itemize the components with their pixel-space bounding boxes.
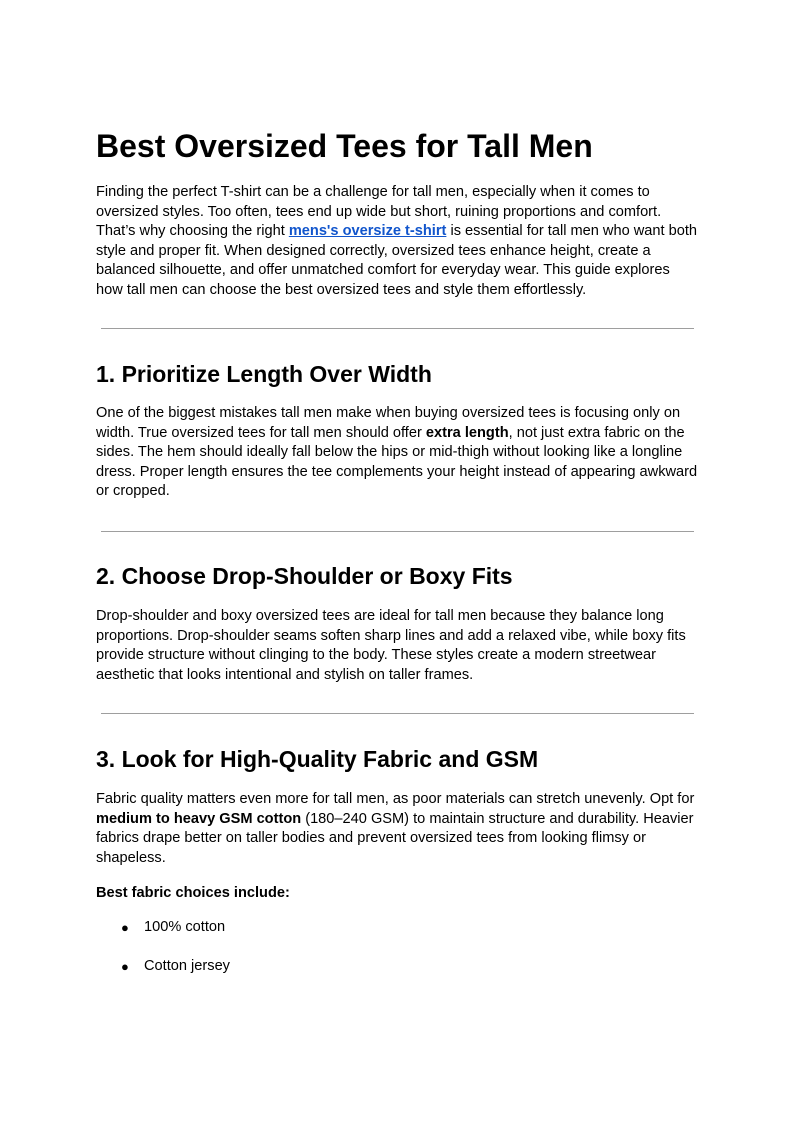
section-3-paragraph: Fabric quality matters even more for tall men, as poor materials can stretch unevenly. Opt for medium to heavy GSM cotton (180–240 GSM) to maintain structure and durability. Heavier fabrics drape better on taller bodies and prevent oversized tees from looking flimsy or shapeless. [96,791,695,866]
mens-oversize-tshirt-link[interactable]: mens's oversize t-shirt [288,223,447,240]
bullet-icon: ● [121,959,129,974]
fabric-list-heading: Best fabric choices include: [96,885,290,901]
page-title: Best Oversized Tees for Tall Men [96,128,593,164]
intro-text-before: Finding the perfect T-shirt can be a challenge for tall men, especially when it comes to oversized styles. Too often, tees end up wide but short, ruining proportions and comfort. That’s why choosing the right [96,184,662,240]
bullet-icon: ● [121,920,129,935]
section-1-heading: 1. Prioritize Length Over Width [96,361,432,387]
section-2-paragraph: Drop-shoulder and boxy oversized tees are ideal for tall men because they balance long proportions. Drop-shoulder seams soften sharp lines and add a relaxed vibe, while boxy fits provide structure without clinging to the body. These styles create a modern streetwear aesthetic that looks intentional and stylish on taller frames. [96,608,686,683]
extra-length-emphasis: extra length [425,424,509,441]
section-2-heading: 2. Choose Drop-Shoulder or Boxy Fits [96,563,513,589]
gsm-emphasis: medium to heavy GSM cotton [96,810,302,827]
intro-text-after: is essential for tall men who want both style and proper fit. When designed correctly, oversized tees enhance height, create a balanced silhouette, and offer unmatched comfort for everyday wear. This guide explores how tall men can choose the best oversized tees and style them effortlessly. [96,223,698,298]
fabric-list [96,918,230,996]
section-3-heading: 3. Look for High-Quality Fabric and GSM [96,746,539,772]
intro-paragraph [96,183,700,301]
list-item: ● Cotton jersey [96,957,230,996]
section-divider [101,328,694,329]
list-item: ● 100% cotton [96,918,230,957]
section-divider [101,531,694,532]
section-divider [101,713,694,714]
section-1-paragraph: One of the biggest mistakes tall men make when buying oversized tees is focusing only on width. True oversized tees for tall men should offer extra length, not just extra fabric on the sides. The hem should ideally fall below the hips or mid-thigh without looking like a longline dress. Proper length ensures the tee complements your height instead of appearing awkward or cropped. [96,405,698,500]
